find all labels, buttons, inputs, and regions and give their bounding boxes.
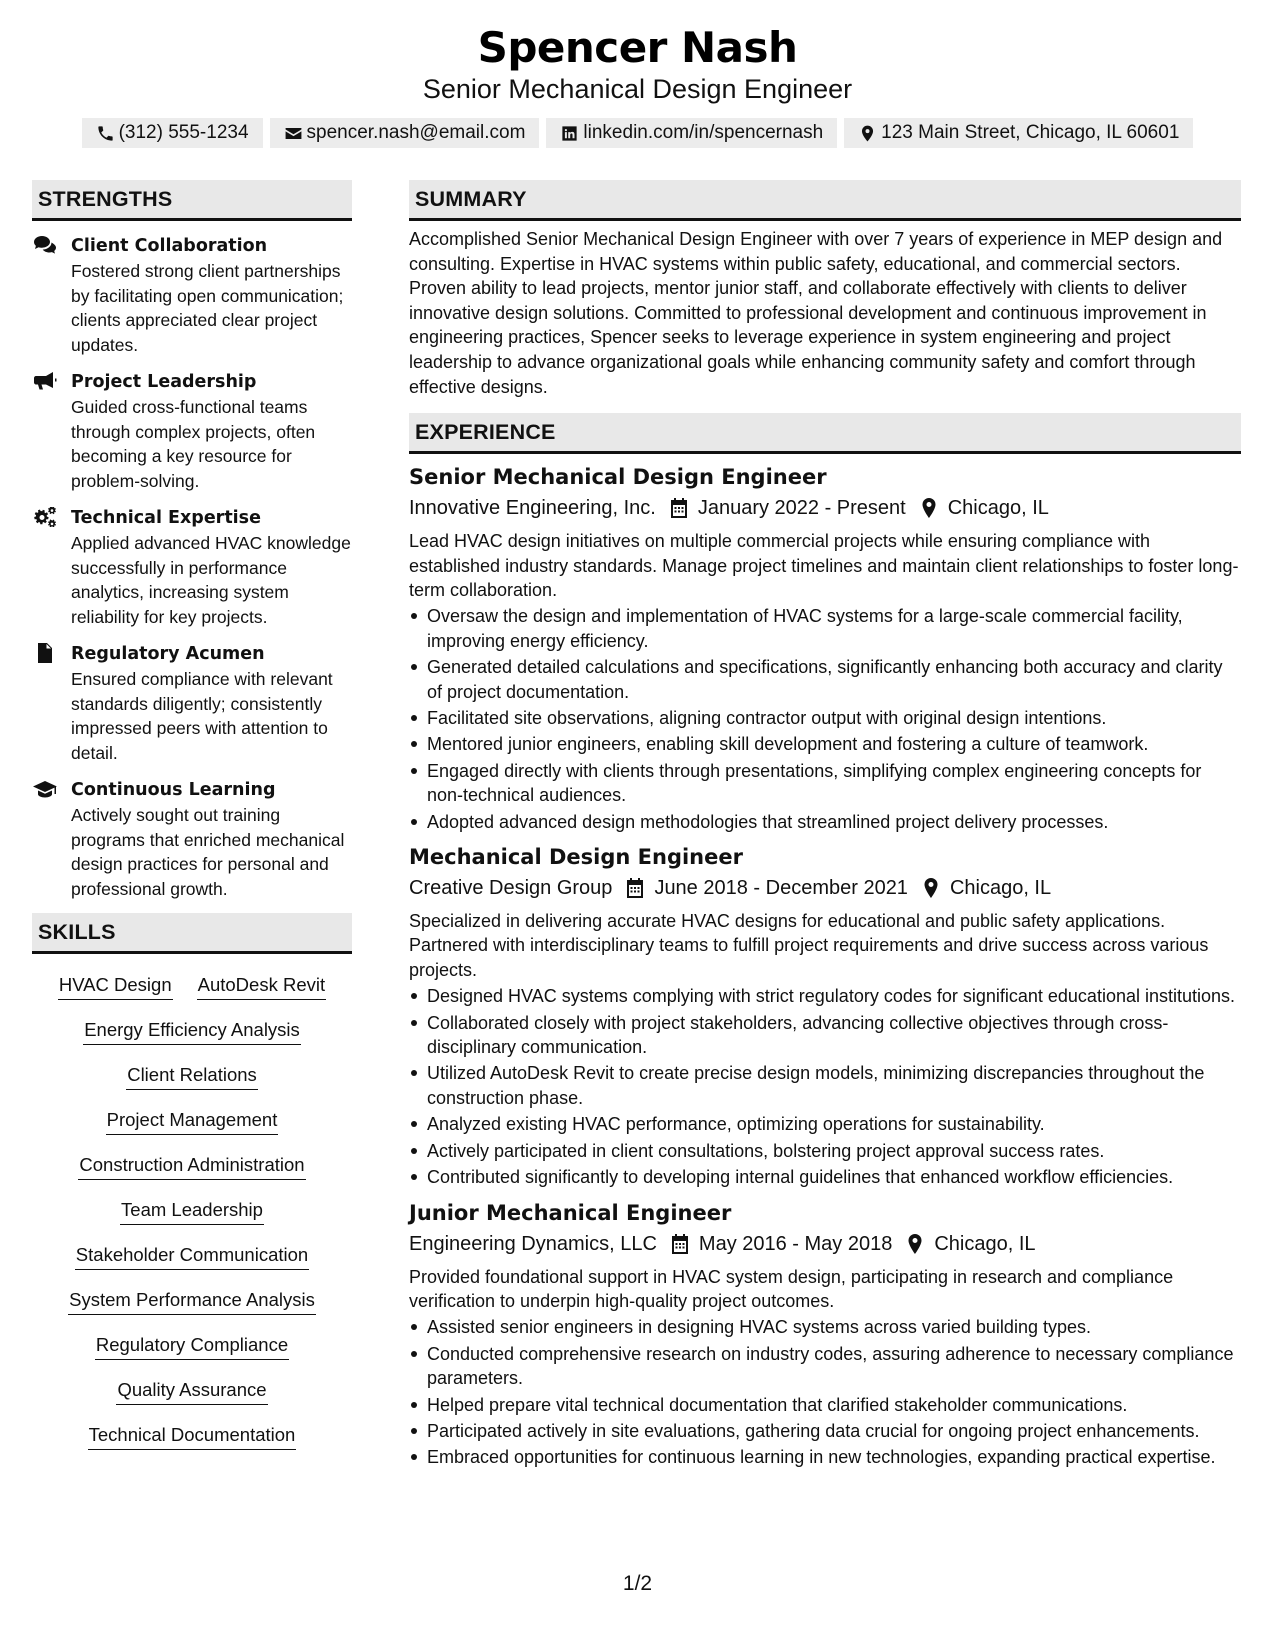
list-item: Generated detailed calculations and specifications, significantly enhancing both accuracy and clarity of project documentation.	[409, 655, 1241, 704]
list-item: Designed HVAC systems complying with strict regulatory codes for significant educational institutions.	[409, 984, 1241, 1008]
candidate-name: Spencer Nash	[477, 23, 798, 72]
summary-text: Accomplished Senior Mechanical Design Engineer with over 7 years of experience in MEP design and consulting. Expertise in HVAC systems within public safety, educational, and commercial sectors. Proven ability to lead projects, mentor junior staff, and collaborate effectively with clients to deliver innovative design solutions. Committed to professional development and continuous improvement in engineering practices, Spencer seeks to leverage experience in system engineering and project leadership to advance organizational goals while enhancing community safety and comfort through effective designs.	[409, 229, 1223, 397]
summary-heading: SUMMARY	[409, 180, 1241, 221]
job-meta	[409, 493, 1241, 523]
job-description: Lead HVAC design initiatives on multiple commercial projects while ensuring compliance with established industry standards. Manage project timelines and maintain client relationships to foster long-term collaboration.	[409, 531, 1239, 600]
skill-row	[32, 1414, 352, 1459]
list-item: Assisted senior engineers in designing HVAC systems across varied building types.	[409, 1315, 1241, 1339]
location-pin-icon	[858, 124, 877, 143]
list-item: Actively participated in client consultations, bolstering project approval success rates.	[409, 1139, 1241, 1163]
list-item: Contributed significantly to developing internal guidelines that enhanced workflow efficiencies.	[409, 1165, 1241, 1189]
resume-header	[0, 20, 1275, 148]
contact-phone-text: (312) 555-1234	[118, 122, 249, 143]
calendar-icon	[670, 498, 688, 518]
skill-row	[32, 1009, 352, 1054]
strength-desc: Actively sought out training programs that enriched mechanical design practices for personal and professional growth.	[71, 805, 345, 899]
contact-phone[interactable]	[82, 118, 263, 148]
job-company: Creative Design Group	[409, 877, 613, 900]
strength-desc: Ensured compliance with relevant standards diligently; consistently impressed peers with attention to detail.	[71, 669, 333, 763]
list-item: Utilized AutoDesk Revit to create precise design models, minimizing discrepancies throughout the construction phase.	[409, 1061, 1241, 1110]
phone-icon	[96, 124, 115, 143]
skill-tag: Construction Administration	[78, 1152, 305, 1180]
page-number: 1/2	[622, 1572, 653, 1595]
calendar-icon	[671, 1234, 689, 1254]
contact-address-text: 123 Main Street, Chicago, IL 60601	[881, 122, 1180, 143]
strength-item	[32, 233, 352, 357]
job-entry	[409, 1198, 1241, 1470]
job-bullets	[409, 984, 1241, 1189]
contact-linkedin-text: linkedin.com/in/spencernash	[583, 122, 824, 143]
skills-list	[32, 964, 352, 1459]
job-meta	[409, 1229, 1241, 1259]
strength-desc: Guided cross-functional teams through complex projects, often becoming a key resource for problem-solving.	[71, 397, 316, 491]
experience-heading: EXPERIENCE	[409, 413, 1241, 454]
graduation-cap-icon	[33, 779, 57, 799]
left-column	[32, 180, 352, 1459]
skill-tag: Client Relations	[126, 1062, 258, 1090]
strengths-list	[32, 233, 352, 901]
skill-tag: Quality Assurance	[116, 1377, 267, 1405]
job-title: Junior Mechanical Engineer	[409, 1200, 732, 1225]
skill-tag: AutoDesk Revit	[197, 972, 327, 1000]
list-item: Analyzed existing HVAC performance, optimizing operations for sustainability.	[409, 1112, 1241, 1136]
gears-icon	[33, 507, 57, 527]
strength-title: Technical Expertise	[71, 508, 261, 528]
skill-row	[32, 964, 352, 1009]
contact-linkedin[interactable]	[546, 118, 837, 148]
strength-item	[32, 777, 352, 901]
strength-item	[32, 505, 352, 629]
list-item: Embraced opportunities for continuous learning in new technologies, expanding practical expertise.	[409, 1445, 1241, 1469]
skill-row	[32, 1279, 352, 1324]
job-dates: January 2022 - Present	[697, 497, 906, 520]
list-item: Oversaw the design and implementation of HVAC systems for a large-scale commercial facility, improving energy efficiency.	[409, 604, 1241, 653]
skill-row	[32, 1234, 352, 1279]
list-item: Facilitated site observations, aligning contractor output with original design intentions.	[409, 706, 1241, 730]
job-title: Senior Mechanical Design Engineer	[409, 465, 827, 490]
list-item: Collaborated closely with project stakeholders, advancing collective objectives through cross-disciplinary communication.	[409, 1011, 1241, 1060]
skill-row	[32, 1324, 352, 1369]
location-pin-icon	[922, 878, 940, 898]
strength-item	[32, 641, 352, 765]
contact-bar	[0, 118, 1275, 148]
calendar-icon	[626, 878, 644, 898]
right-column	[409, 180, 1241, 1472]
list-item: Helped prepare vital technical documentation that clarified stakeholder communications.	[409, 1393, 1241, 1417]
location-pin-icon	[920, 498, 938, 518]
skill-row	[32, 1144, 352, 1189]
strength-title: Client Collaboration	[71, 236, 268, 256]
list-item: Participated actively in site evaluations, gathering data crucial for ongoing project enhancements.	[409, 1419, 1241, 1443]
skill-tag: Technical Documentation	[88, 1422, 297, 1450]
candidate-title: Senior Mechanical Design Engineer	[422, 74, 853, 104]
email-icon	[284, 124, 303, 143]
file-document-icon	[33, 643, 57, 663]
skills-heading: SKILLS	[32, 913, 352, 954]
job-description: Specialized in delivering accurate HVAC designs for educational and public safety applications. Partnered with interdisciplinary teams to fulfill project requirements and drive success across various projects.	[409, 911, 1209, 980]
skill-row	[32, 1189, 352, 1234]
skill-tag: Project Management	[106, 1107, 279, 1135]
list-item: Engaged directly with clients through presentations, simplifying complex engineering concepts for non-technical audiences.	[409, 759, 1241, 808]
skill-tag: Team Leadership	[120, 1197, 264, 1225]
skill-tag: Energy Efficiency Analysis	[83, 1017, 301, 1045]
skill-tag: Regulatory Compliance	[95, 1332, 289, 1360]
strength-title: Project Leadership	[71, 372, 257, 392]
skill-tag: Stakeholder Communication	[75, 1242, 309, 1270]
list-item: Conducted comprehensive research on industry codes, assuring adherence to necessary compliance parameters.	[409, 1342, 1241, 1391]
job-description: Provided foundational support in HVAC system design, participating in research and compliance verification to underpin high-quality project outcomes.	[409, 1266, 1174, 1311]
job-meta	[409, 873, 1241, 903]
linkedin-icon	[560, 124, 579, 143]
contact-address	[844, 118, 1193, 148]
contact-email[interactable]	[270, 118, 540, 148]
comments-icon	[33, 235, 57, 255]
skill-tag: HVAC Design	[58, 972, 173, 1000]
strength-item	[32, 369, 352, 493]
list-item: Adopted advanced design methodologies that streamlined project delivery processes.	[409, 810, 1241, 834]
job-entry	[409, 462, 1241, 834]
skill-row	[32, 1099, 352, 1144]
skill-row	[32, 1054, 352, 1099]
strength-desc: Fostered strong client partnerships by facilitating open communication; clients appreciated clear project updates.	[71, 261, 344, 355]
strength-desc: Applied advanced HVAC knowledge successfully in performance analytics, increasing system reliability for key projects.	[71, 533, 351, 627]
skill-tag: System Performance Analysis	[68, 1287, 316, 1315]
location-pin-icon	[906, 1234, 924, 1254]
strength-title: Continuous Learning	[71, 780, 276, 800]
job-location: Chicago, IL	[934, 1232, 1036, 1255]
job-bullets	[409, 604, 1241, 834]
job-entry	[409, 842, 1241, 1189]
list-item: Mentored junior engineers, enabling skill development and fostering a culture of teamwork.	[409, 732, 1241, 756]
job-location: Chicago, IL	[949, 877, 1052, 900]
strengths-heading: STRENGTHS	[32, 180, 352, 221]
job-company: Innovative Engineering, Inc.	[409, 497, 656, 520]
job-dates: June 2018 - December 2021	[654, 877, 908, 900]
job-company: Engineering Dynamics, LLC	[409, 1232, 657, 1255]
skill-row	[32, 1369, 352, 1414]
contact-email-text: spencer.nash@email.com	[306, 122, 526, 143]
strength-title: Regulatory Acumen	[71, 644, 265, 664]
job-bullets	[409, 1315, 1241, 1469]
bullhorn-icon	[33, 371, 57, 391]
job-dates: May 2016 - May 2018	[698, 1232, 893, 1255]
job-title: Mechanical Design Engineer	[409, 845, 743, 870]
job-location: Chicago, IL	[947, 497, 1049, 520]
